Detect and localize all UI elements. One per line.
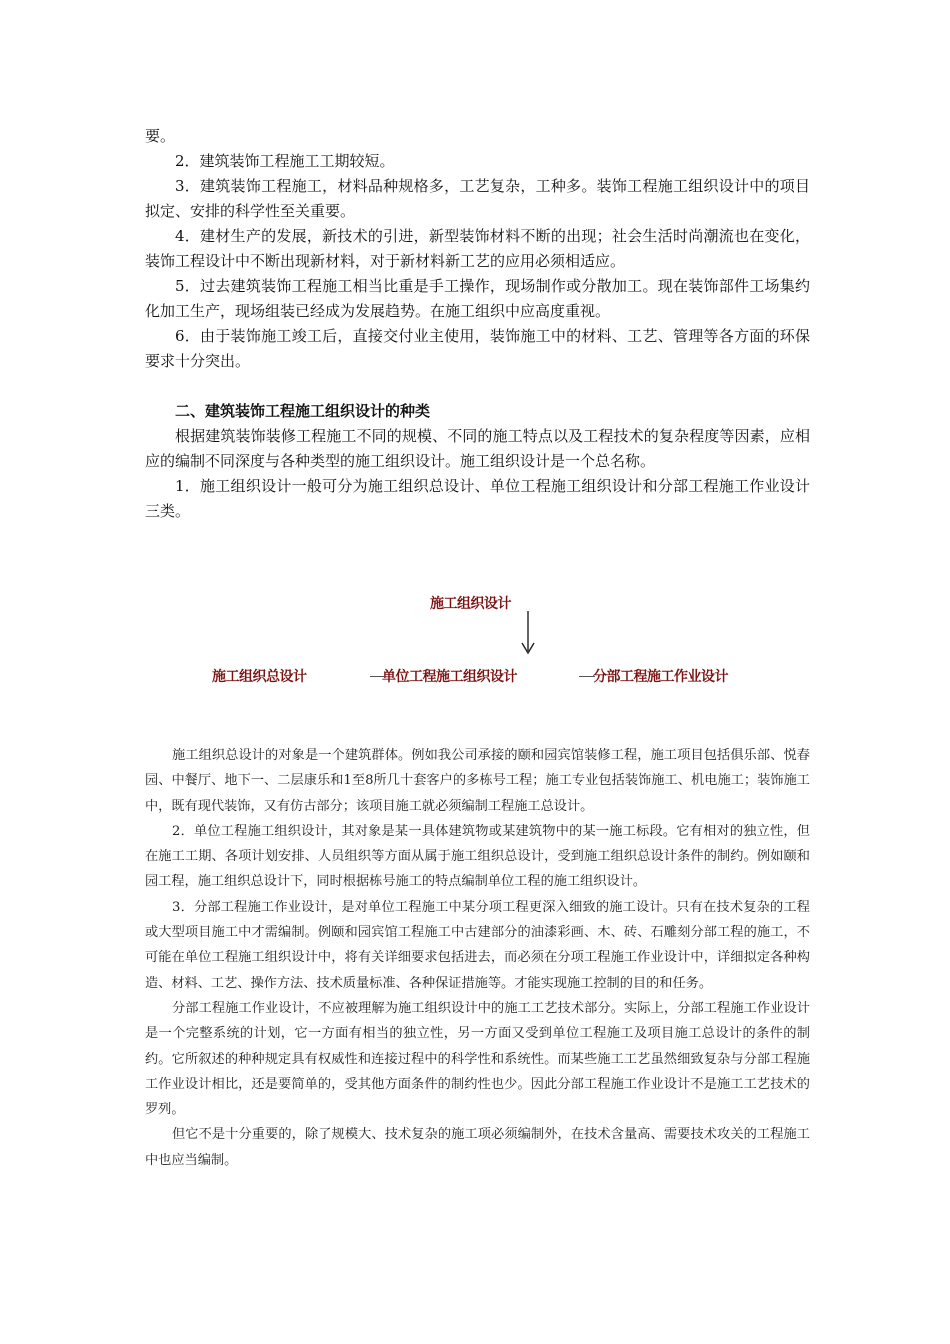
paragraph: 5．过去建筑装饰工程施工相当比重是手工操作，现场制作或分散加工。现在装饰部件工场集约化加工生产，现场组装已经成为发展趋势。在施工组织中应高度重视。 bbox=[145, 277, 810, 320]
paragraph: 4．建材生产的发展，新技术的引进，新型装饰材料不断的出现；社会生活时尚潮流也在变化，装饰工程设计中不断出现新材料，对于新材料新工艺的应用必须相适应。 bbox=[145, 227, 810, 270]
section1-body bbox=[145, 124, 810, 374]
diagram-top-node: 施工组织设计 bbox=[430, 596, 511, 612]
paragraph: 2．单位工程施工组织设计，其对象是某一具体建筑物或某建筑物中的某一施工标段。它有相对的独立性，但在施工工期、各项计划安排、人员组织等方面从属于施工组织总设计，受到施工组织总设计条件的制约。例如颐和园工程，施工组织总设计下，同时根据栋号施工的特点编制单位工程的施工组织设计。 bbox=[145, 823, 810, 890]
paragraph: 6．由于装饰施工竣工后，直接交付业主使用，装饰施工中的材料、工艺、管理等各方面的环保要求十分突出。 bbox=[145, 327, 810, 370]
diagram-left-node: 施工组织总设计 bbox=[212, 669, 307, 685]
paragraph: 1．施工组织设计一般可分为施工组织总设计、单位工程施工组织设计和分部工程施工作业设计三类。 bbox=[145, 477, 810, 520]
org-design-diagram bbox=[190, 585, 770, 695]
paragraph: 根据建筑装饰装修工程施工不同的规模、不同的施工特点以及工程技术的复杂程度等因素，应相应的编制不同深度与各种类型的施工组织设计。施工组织设计是一个总名称。 bbox=[145, 427, 810, 470]
section-heading: 二、建筑装饰工程施工组织设计的种类 bbox=[175, 402, 431, 420]
paragraph: 分部工程施工作业设计，不应被理解为施工组织设计中的施工工艺技术部分。实际上，分部工程施工作业设计是一个完整系统的计划，它一方面有相当的独立性，另一方面又受到单位工程施工及项目施工总设计的条件的制约。它所叙述的种种规定具有权威性和连接过程中的科学性和系统性。而某些施工工艺虽然细致复杂与分部工程施工作业设计相比，还是要简单的，受其他方面条件的制约性也少。因此分部工程施工作业设计不是施工工艺技术的罗列。 bbox=[145, 1000, 810, 1118]
paragraph: 3．建筑装饰工程施工，材料品种规格多，工艺复杂，工种多。装饰工程施工组织设计中的项目拟定、安排的科学性至关重要。 bbox=[145, 177, 810, 220]
paragraph: 但它不是十分重要的，除了规模大、技术复杂的施工项必须编制外，在技术含量高、需要技术攻关的工程施工中也应当编制。 bbox=[145, 1127, 810, 1168]
diagram-right-node: 分部工程施工作业设计 bbox=[593, 669, 728, 685]
diagram-middle-node: 单位工程施工组织设计 bbox=[382, 669, 517, 685]
paragraph: 3．分部工程施工作业设计，是对单位工程施工中某分项工程更深入细致的施工设计。只有在技术复杂的工程或大型项目施工中才需编制。例颐和园宾馆工程施工中古建部分的油漆彩画、木、砖、石雕刻分部工程的施工，不可能在单位工程施工组织设计中，将有关详细要求包括进去，而必须在分项工程施工作业设计中，详细拟定各种构造、材料、工艺、操作方法、技术质量标准、各种保证措施等。才能实现施工控制的目的和任务。 bbox=[145, 899, 810, 991]
paragraph: 施工组织总设计的对象是一个建筑群体。例如我公司承接的颐和园宾馆装修工程，施工项目包括俱乐部、悦春园、中餐厅、地下一、二层康乐和1至8所几十套客户的多栋号工程；施工专业包括装饰施工、机电施工；装饰施工中，既有现代装饰，又有仿古部分；该项目施工就必须编制工程施工总设计。 bbox=[145, 748, 810, 814]
down-arrow-icon bbox=[518, 611, 538, 657]
paragraph: 2．建筑装饰工程施工工期较短。 bbox=[175, 152, 395, 170]
section3-body bbox=[145, 743, 810, 1173]
section2-body bbox=[145, 399, 810, 524]
paragraph: 要。 bbox=[145, 127, 176, 145]
